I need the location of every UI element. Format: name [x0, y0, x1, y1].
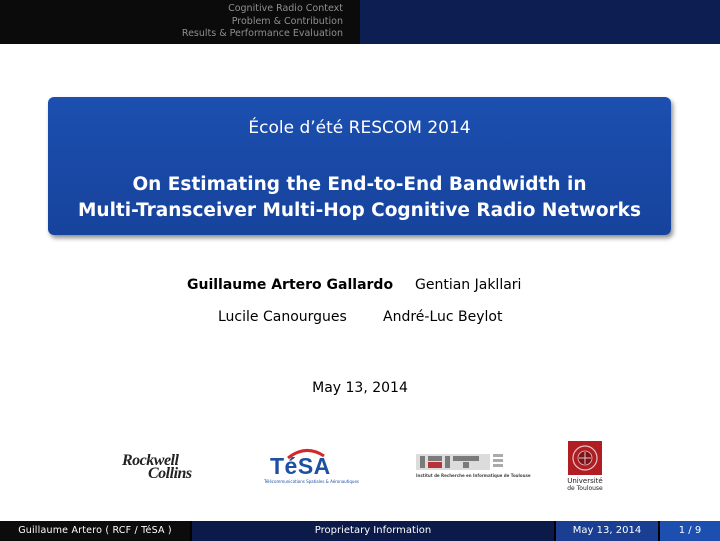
rockwell-collins-logo	[118, 452, 220, 486]
footer-info: Proprietary Information	[192, 521, 554, 541]
presentation-date: May 13, 2014	[312, 380, 408, 396]
tesa-logo-wordmark: TéSA	[270, 453, 331, 479]
rockwell-logo-line-1: Rockwell	[122, 452, 179, 469]
tesa-logo-tagline: Télécommunications Spatiales & Aéronautiques	[264, 479, 360, 484]
rockwell-logo-line-2: Collins	[148, 465, 192, 482]
talk-title-line-1: On Estimating the End-to-End Bandwidth in	[132, 174, 587, 195]
header-bar	[0, 0, 720, 44]
footer-date: May 13, 2014	[556, 521, 658, 541]
author-presenter: Guillaume Artero Gallardo	[187, 277, 394, 293]
footer-bar	[0, 521, 720, 541]
author-name: André-Luc Beylot	[383, 309, 503, 325]
university-seal-icon	[568, 441, 602, 475]
footer-author: Guillaume Artero ( RCF / TéSA )	[0, 521, 190, 541]
tesa-logo	[262, 446, 360, 488]
author-name: Gentian Jakllari	[415, 277, 522, 293]
event-name: École d’été RESCOM 2014	[248, 118, 471, 138]
nav-item-results-performance[interactable]: Results & Performance Evaluation	[181, 28, 343, 39]
nav-item-cognitive-radio-context[interactable]: Cognitive Radio Context	[228, 3, 343, 14]
nav-item-problem-contribution[interactable]: Problem & Contribution	[231, 15, 343, 27]
footer-page-number: 1 / 9	[660, 521, 720, 541]
talk-title-line-2: Multi-Transceiver Multi-Hop Cognitive Radio Networks	[78, 200, 641, 221]
section-navigation	[0, 0, 360, 44]
irit-logo	[416, 453, 531, 481]
university-name-line-2: de Toulouse	[567, 485, 603, 492]
irit-logo-tagline: Institut de Recherche en Informatique de Toulouse	[416, 473, 531, 478]
header-subsection-panel	[360, 0, 720, 44]
author-name: Lucile Canourgues	[218, 309, 347, 325]
university-name-line-1: Université	[567, 477, 603, 485]
title-block	[48, 97, 671, 235]
universite-toulouse-logo	[566, 441, 604, 493]
irit-wordmark-icon	[416, 453, 504, 471]
